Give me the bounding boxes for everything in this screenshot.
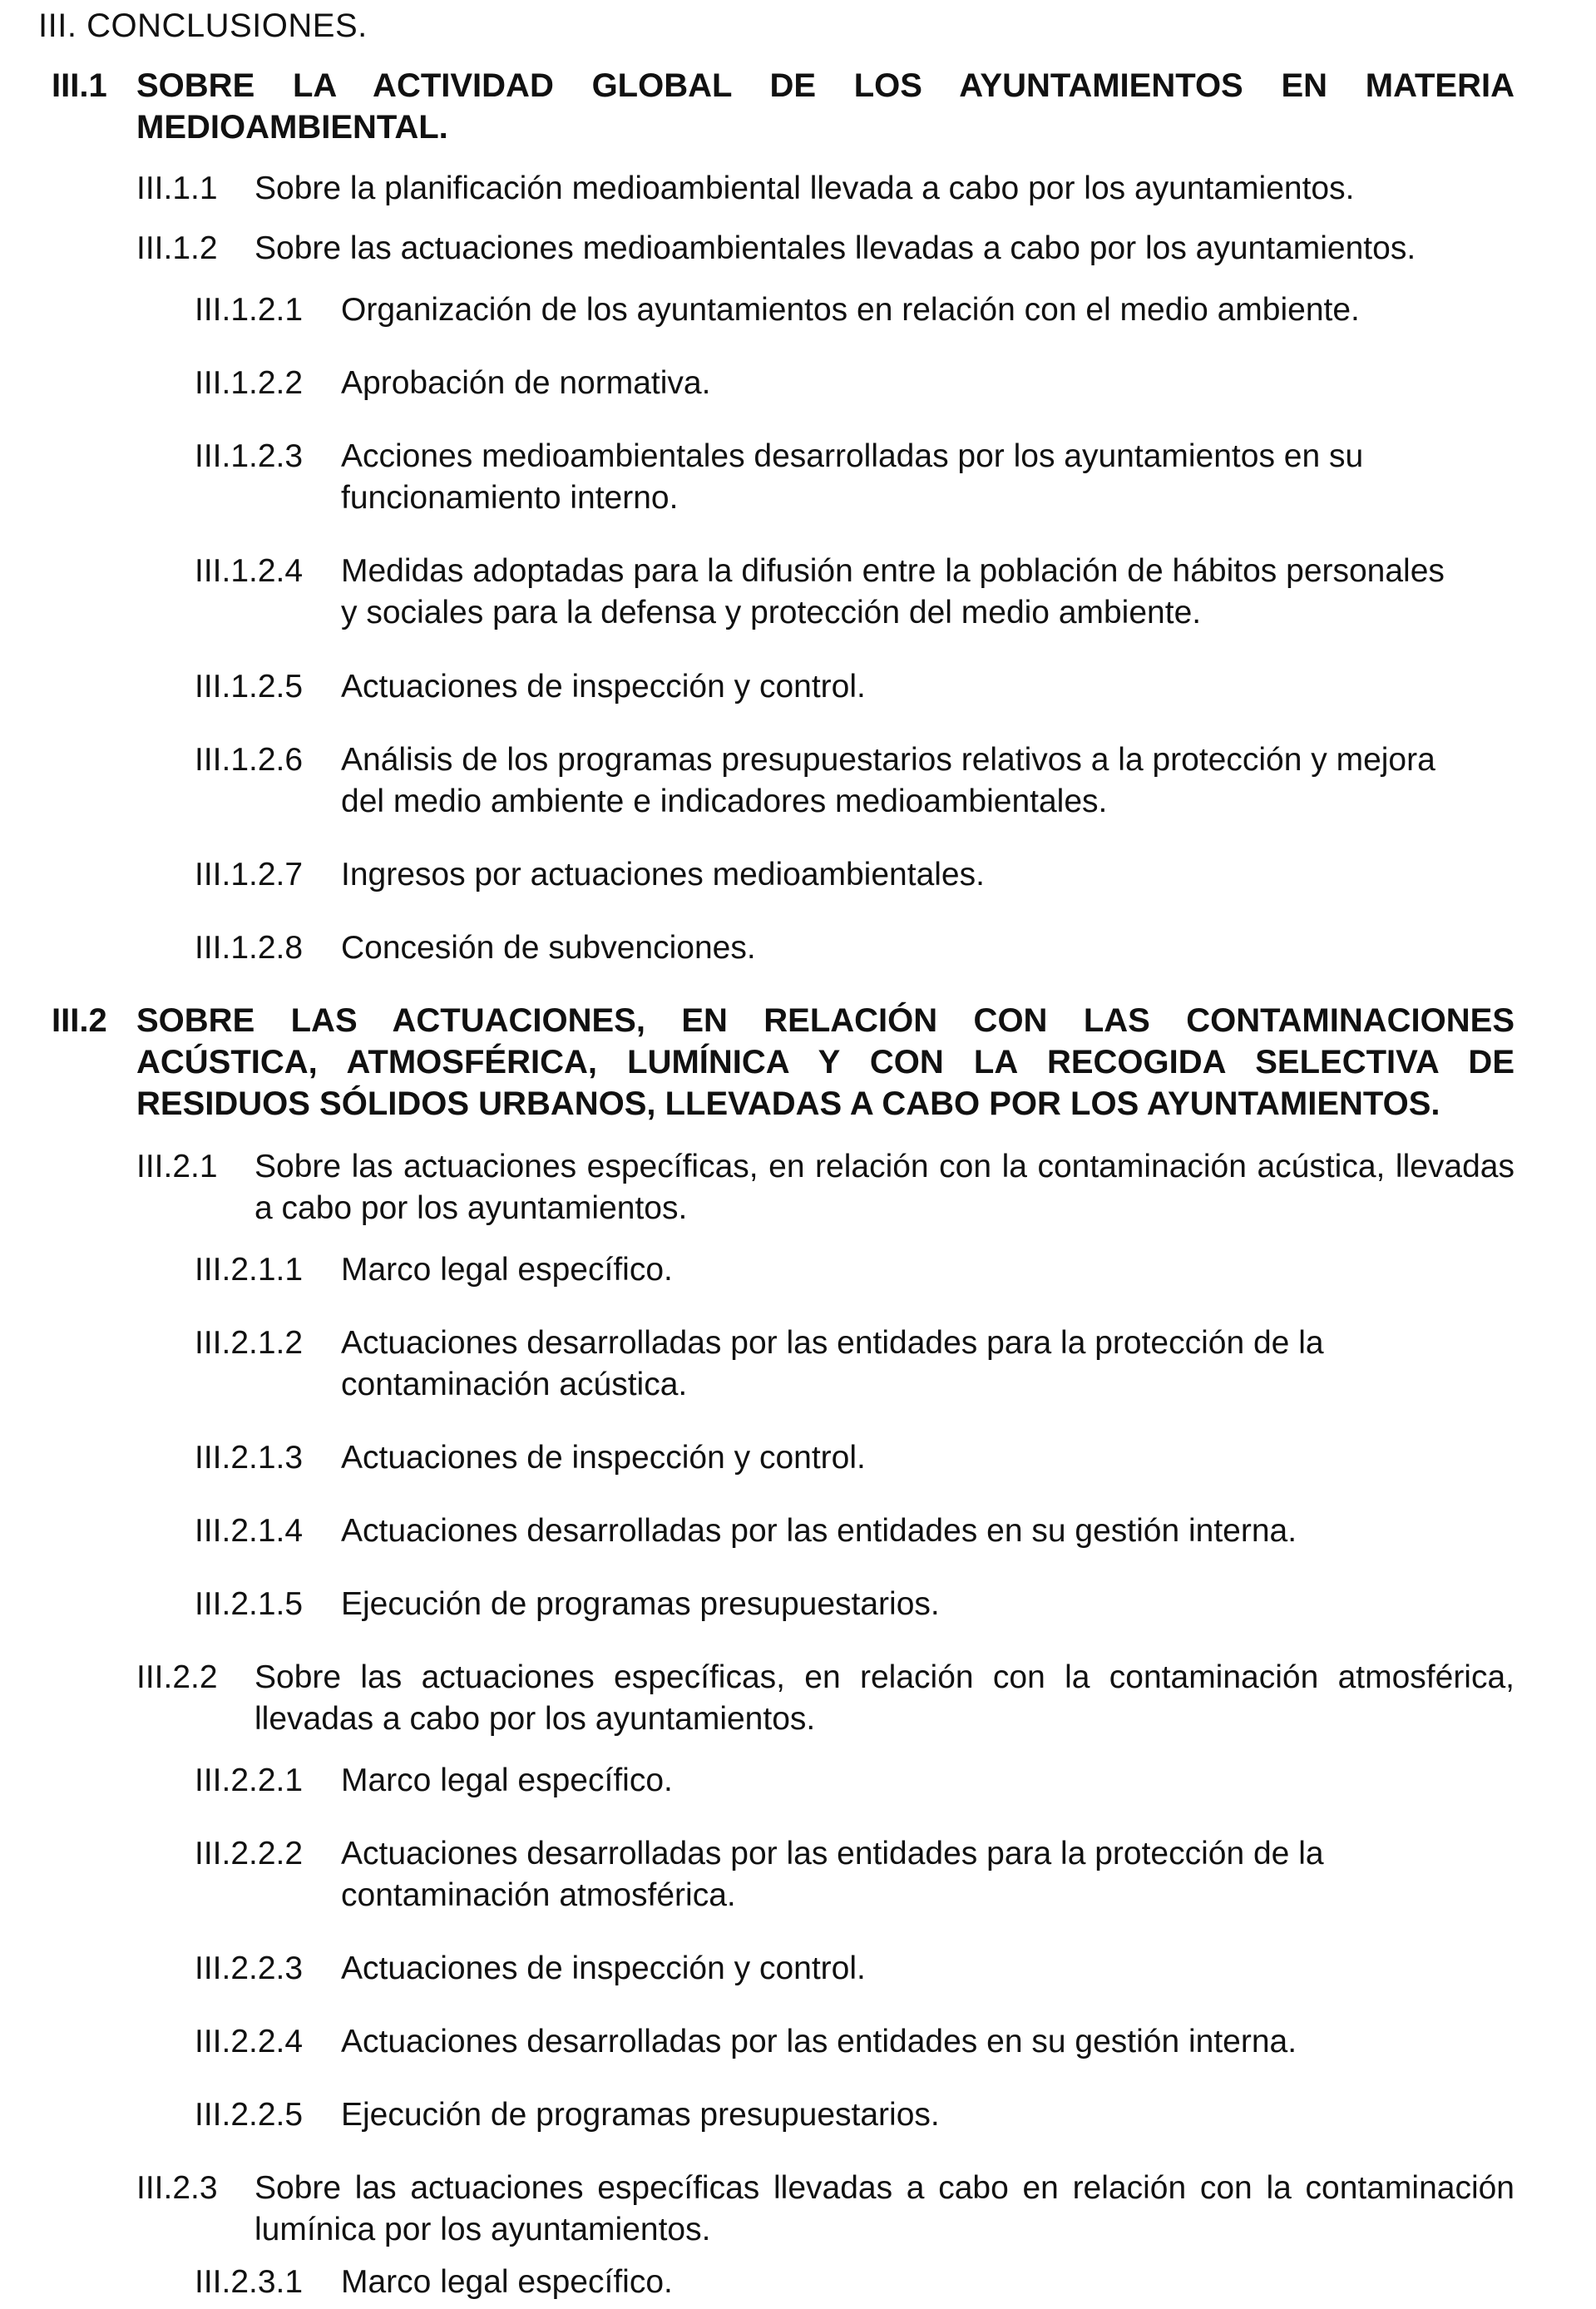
subsection-title: Sobre las actuaciones específicas, en relación con la contaminación atmosférica, llevadas a cabo por los ayuntamientos. <box>254 1659 1514 1737</box>
list-item <box>195 1833 1463 1916</box>
list-item <box>195 551 1463 634</box>
subsection-number: III.1.2 <box>136 230 218 266</box>
item-text: Actuaciones desarrolladas por las entidades para la protección de la contaminación atmosférica. <box>341 1836 1324 1913</box>
item-text: Marco legal específico. <box>341 2264 673 2300</box>
item-number: III.2.1.2 <box>195 1325 304 1361</box>
item-text: Organización de los ayuntamientos en relación con el medio ambiente. <box>341 292 1360 328</box>
item-text: Actuaciones de inspección y control. <box>341 1440 866 1476</box>
item-text: Marco legal específico. <box>341 1252 673 1288</box>
section-heading <box>52 1000 1514 1125</box>
list-item <box>195 2094 1463 2136</box>
subsection-title: Sobre las actuaciones específicas, en relación con la contaminación acústica, llevadas a cabo por los ayuntamientos. <box>254 1149 1514 1226</box>
list-item <box>195 2262 1463 2303</box>
item-text: Actuaciones desarrolladas por las entidades en su gestión interna. <box>341 1513 1297 1549</box>
item-number: III.1.2.3 <box>195 438 304 474</box>
item-number: III.2.2.1 <box>195 1763 304 1798</box>
item-text: Marco legal específico. <box>341 1763 673 1798</box>
section-number: III.2 <box>52 1002 107 1039</box>
subsection-title: Sobre las actuaciones específicas llevadas a cabo en relación con la contaminación lumínica por los ayuntamientos. <box>254 2170 1514 2247</box>
subsection-heading <box>136 228 1514 269</box>
section-heading <box>52 65 1514 148</box>
section-title: SOBRE LAS ACTUACIONES, EN RELACIÓN CON LAS CONTAMINACIONES ACÚSTICA, ATMOSFÉRICA, LUMÍNICA Y CON LA RECOGIDA SELECTIVA DE RESIDUOS SÓLIDOS URBANOS, LLEVADAS A CABO POR LOS AYUNTAMIENTOS. <box>136 1002 1514 1122</box>
item-text: Actuaciones desarrolladas por las entidades en su gestión interna. <box>341 2024 1297 2059</box>
subsection-title: Sobre la planificación medioambiental llevada a cabo por los ayuntamientos. <box>254 171 1355 206</box>
item-number: III.2.1.3 <box>195 1440 304 1476</box>
list-item <box>195 854 1463 896</box>
list-item <box>195 289 1463 331</box>
subsection-heading <box>136 1146 1514 1229</box>
item-text: Concesión de subvenciones. <box>341 930 756 966</box>
item-number: III.1.2.1 <box>195 292 304 328</box>
list-item <box>195 1584 1463 1625</box>
list-item <box>195 666 1463 708</box>
list-item <box>195 436 1463 519</box>
item-text: Actuaciones de inspección y control. <box>341 1951 866 1986</box>
list-item <box>195 1948 1463 1990</box>
subsection-number: III.2.3 <box>136 2170 218 2206</box>
list-item <box>195 1510 1463 1552</box>
item-number: III.2.2.3 <box>195 1951 304 1986</box>
item-text: Análisis de los programas presupuestarios relativos a la protección y mejora del medio ambiente e indicadores medioambientales. <box>341 742 1435 819</box>
list-item <box>195 1249 1463 1291</box>
list-item <box>195 2021 1463 2063</box>
item-number: III.1.2.8 <box>195 930 304 966</box>
item-number: III.2.1.1 <box>195 1252 304 1288</box>
list-item <box>195 927 1463 969</box>
subsection-heading <box>136 168 1514 210</box>
item-text: Ejecución de programas presupuestarios. <box>341 1586 940 1622</box>
section-title: SOBRE LA ACTIVIDAD GLOBAL DE LOS AYUNTAMIENTOS EN MATERIA MEDIOAMBIENTAL. <box>136 67 1514 146</box>
item-text: Aprobación de normativa. <box>341 365 711 401</box>
list-item <box>195 1323 1463 1406</box>
subsection-number: III.1.1 <box>136 171 218 206</box>
item-number: III.2.3.1 <box>195 2264 304 2300</box>
list-item <box>195 739 1463 823</box>
item-number: III.2.2.5 <box>195 2097 304 2133</box>
subsection-heading <box>136 1657 1514 1740</box>
item-text: Medidas adoptadas para la difusión entre la población de hábitos personales y sociales para la defensa y protección del medio ambiente. <box>341 553 1445 630</box>
subsection-number: III.2.1 <box>136 1149 218 1184</box>
item-number: III.2.2.2 <box>195 1836 304 1871</box>
item-number: III.2.1.5 <box>195 1586 304 1622</box>
item-text: Ejecución de programas presupuestarios. <box>341 2097 940 2133</box>
section-number: III.1 <box>52 67 107 104</box>
item-number: III.2.2.4 <box>195 2024 304 2059</box>
item-number: III.1.2.2 <box>195 365 304 401</box>
item-number: III.1.2.7 <box>195 857 304 892</box>
item-number: III.2.1.4 <box>195 1513 304 1549</box>
subsection-number: III.2.2 <box>136 1659 218 1695</box>
item-number: III.1.2.5 <box>195 669 304 705</box>
item-number: III.1.2.6 <box>195 742 304 778</box>
item-text: Acciones medioambientales desarrolladas por los ayuntamientos en su funcionamiento interno. <box>341 438 1364 516</box>
item-number: III.1.2.4 <box>195 553 304 589</box>
subsection-title: Sobre las actuaciones medioambientales llevadas a cabo por los ayuntamientos. <box>254 230 1416 266</box>
list-item <box>195 363 1463 404</box>
item-text: Actuaciones de inspección y control. <box>341 669 866 705</box>
list-item <box>195 1437 1463 1479</box>
item-text: Actuaciones desarrolladas por las entidades para la protección de la contaminación acústica. <box>341 1325 1324 1402</box>
item-text: Ingresos por actuaciones medioambientales. <box>341 857 985 892</box>
subsection-heading <box>136 2168 1514 2251</box>
chapter-title: III. CONCLUSIONES. <box>38 7 368 44</box>
list-item <box>195 1760 1463 1802</box>
